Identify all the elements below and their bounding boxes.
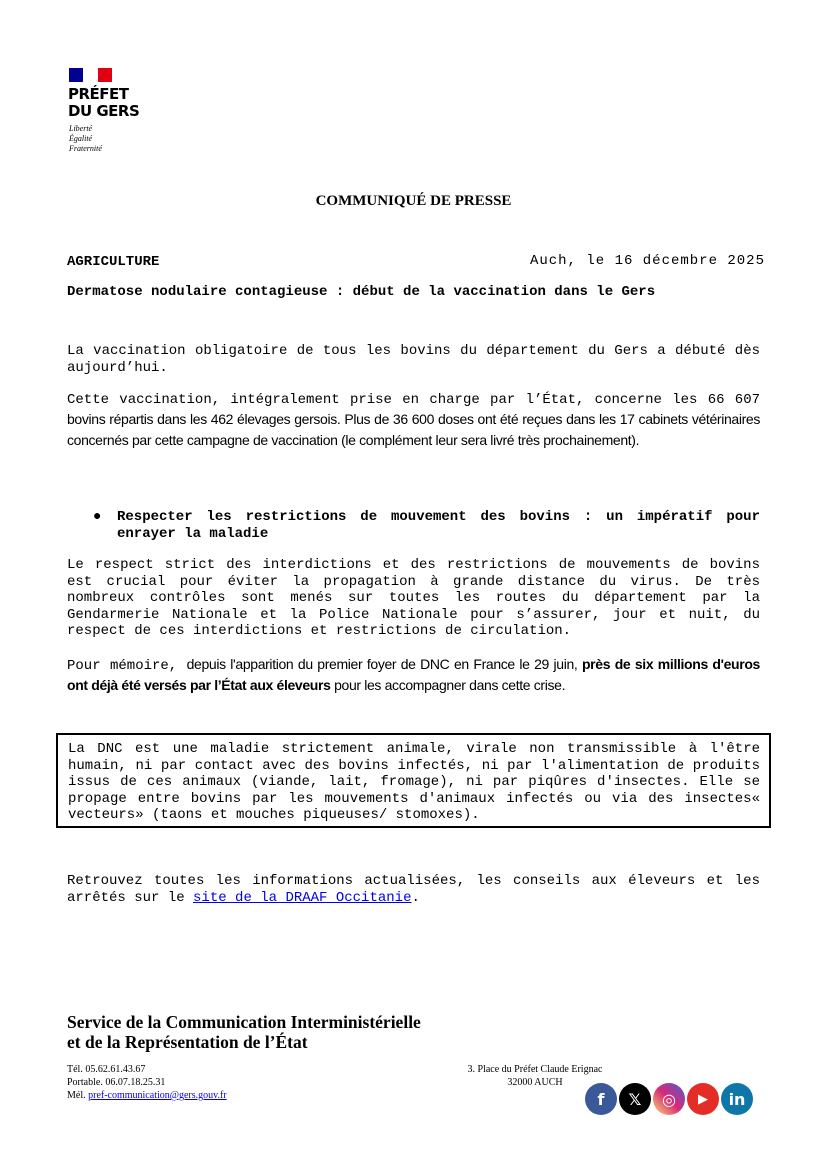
paragraph-line: Cette vaccination, intégralement prise en charge par l’État, concerne les 66 607 [67,392,760,408]
mobile-phone: Portable. 06.07.18.25.31 [67,1077,166,1088]
address-line: 32000 AUCH [507,1077,563,1088]
logo-line: PRÉFET [68,85,129,103]
document-title: COMMUNIQUÉ DE PRESSE [315,193,512,209]
draaf-link[interactable]: site de la DRAAF Occitanie [193,889,412,906]
text-span: pour les accompagner dans cette crise. [330,677,566,693]
phone: Tél. 05.62.61.43.67 [67,1064,146,1075]
email-label: Mél. [67,1090,89,1101]
instagram-icon[interactable]: ◎ [653,1083,685,1115]
text-span: Retrouvez toutes les informations actualisées, les conseils aux éleveurs et les arrêtés sur le [67,873,760,906]
address-line: 3. Place du Préfet Claude Erignac [467,1064,603,1075]
bullet-heading [93,509,760,542]
bullet-icon: ● [93,509,102,525]
footer-contact [67,1063,227,1102]
social-links [585,1083,753,1115]
motto-line: Liberté [69,124,93,133]
linkedin-icon[interactable]: in [721,1083,753,1115]
info-box-text: La DNC est une maladie strictement animale, virale non transmissible à l'être humain, ni par contact avec des bovins infectés, ni par l'alimentation de produits issus de ces animaux (viande, lait, fromage), ni par piqûres d'insectes. Elle se propage entre bovins par les mouvements d'animaux infectés ou via des insectes« vecteurs» (taons et mouches piqueuses/ stomoxes). [68,741,760,823]
subject-heading: Dermatose nodulaire contagieuse : début de la vaccination dans le Gers [67,284,656,300]
text-span: Pour mémoire, [67,658,187,674]
bullet-text: Respecter les restrictions de mouvement des bovins : un impératif pour enrayer la maladie [117,509,760,542]
paragraph-restrictions: Le respect strict des interdictions et des restrictions de mouvements de bovins est crucial pour éviter la propagation à grande distance du virus. De très nombreux contrôles sont menés sur toutes les routes du département par la Gendarmerie Nationale et la Police Nationale pour s’assurer, jour et nuit, du respect de ces interdictions et restrictions de circulation. [67,557,760,639]
footer-title-line: Service de la Communication Interministérielle [67,1012,421,1032]
info-box [56,733,771,828]
paragraph-vaccination-start: La vaccination obligatoire de tous les bovins du département du Gers a débuté dès aujourd’hui. [67,343,760,376]
republic-flag-logo [69,68,112,82]
section-label: AGRICULTURE [67,254,160,270]
youtube-icon[interactable]: ▶ [687,1083,719,1115]
paragraph-financial-support [67,654,760,696]
logo-line: DU GERS [68,102,140,120]
text-span: depuis l'apparition du premier foyer de DNC en France le 29 juin, [186,656,582,672]
text-span: . [411,889,420,906]
footer-title-line: et de la Représentation de l’État [67,1032,308,1052]
motto-line: Fraternité [69,144,102,153]
paragraph-vaccination-details [67,392,760,451]
paragraph-more-info [67,873,760,906]
email-link[interactable]: pref-communication@gers.gouv.fr [88,1090,227,1101]
text-span-bold: près de six millions d'euros ont déjà été versés par l’État aux éleveurs [67,656,760,693]
footer-service-title [67,1012,421,1052]
motto-line: Égalité [69,134,93,143]
prefecture-logo-text [68,86,139,120]
date: Auch, le 16 décembre 2025 [529,253,765,269]
republic-motto [69,124,102,154]
paragraph-body: bovins répartis dans les 462 élevages gersois. Plus de 36 600 doses ont été reçues dans les 17 cabinets vétérinaires concernés par cette campagne de vaccination (le complément leur sera livré très prochainement). [67,410,760,448]
facebook-icon[interactable]: f [585,1083,617,1115]
x-icon[interactable]: 𝕏 [619,1083,651,1115]
